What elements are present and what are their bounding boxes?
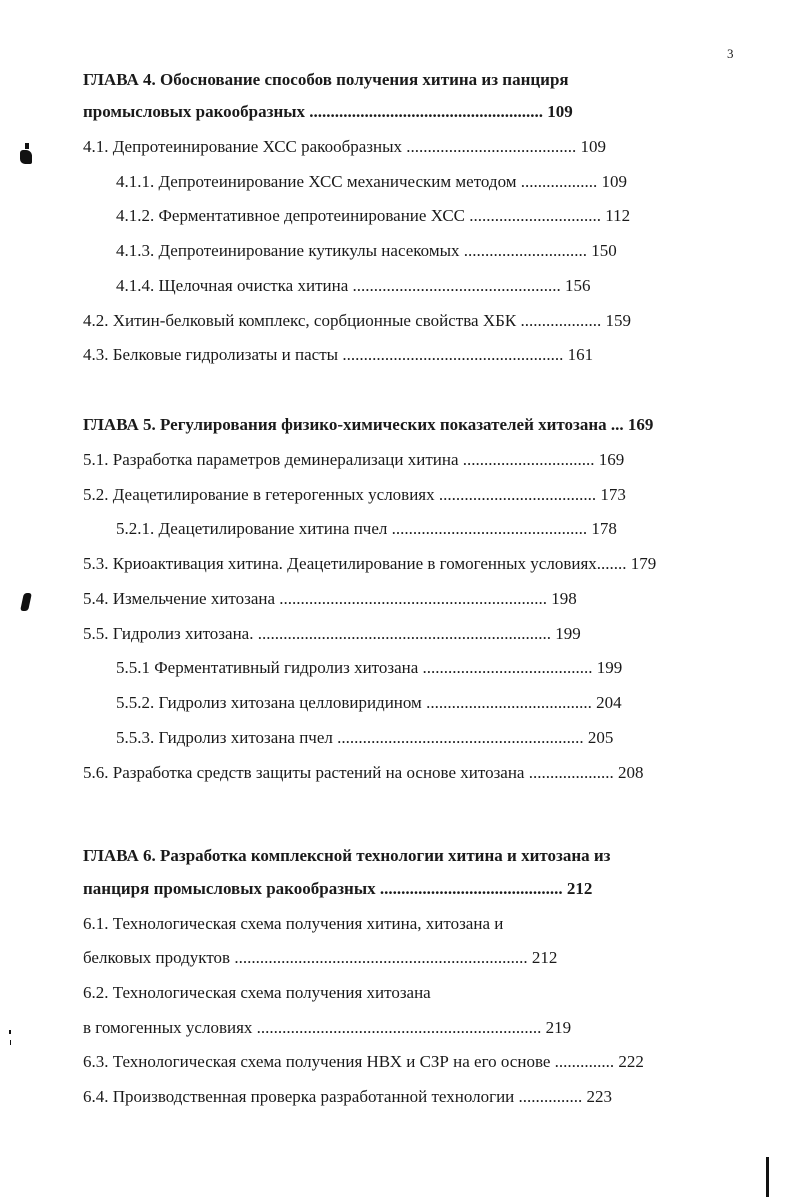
toc-line: 5.4. Измельчение хитозана ............................................................... 198: [83, 589, 577, 608]
scan-artifact: [20, 593, 32, 611]
toc-line: 5.2. Деацетилирование в гетерогенных условиях ..................................... 173: [83, 485, 626, 504]
toc-line: 6.3. Технологическая схема получения НВХ и СЗР на его основе .............. 222: [83, 1052, 644, 1071]
toc-line: 5.3. Криоактивация хитина. Деацетилирование в гомогенных условиях....... 179: [83, 554, 657, 573]
scan-artifact: [20, 150, 32, 164]
toc-line: 5.5.2. Гидролиз хитозана целловиридином ....................................... 204: [116, 693, 622, 712]
toc-line: 4.1.1. Депротеинирование ХСС механическим методом .................. 109: [116, 172, 628, 191]
toc-line: 4.1.4. Щелочная очистка хитина ................................................. 156: [116, 276, 591, 295]
toc-line: 6.4. Производственная проверка разработанной технологии ............... 223: [83, 1087, 613, 1106]
toc-line: панциря промысловых ракообразных ........................................... 212: [83, 879, 593, 898]
toc-line: ГЛАВА 5. Регулирования физико-химических показателей хитозана ... 169: [83, 415, 654, 434]
toc-line: ГЛАВА 6. Разработка комплексной технологии хитина и хитозана из: [83, 846, 611, 865]
toc-line: 4.2. Хитин-белковый комплекс, сорбционные свойства ХБК ................... 159: [83, 311, 631, 330]
page-number: 3: [727, 46, 734, 61]
toc-line: промысловых ракообразных ....................................................... 109: [83, 102, 573, 121]
toc-line: 5.1. Разработка параметров деминерализаци хитина ............................... 169: [83, 450, 625, 469]
toc-line: 4.1.2. Ферментативное депротеинирование ХСС ............................... 112: [116, 206, 631, 225]
scan-artifact: [9, 1030, 11, 1034]
toc-line: в гомогенных условиях ................................................................... 219: [83, 1018, 572, 1037]
scan-artifact: [25, 143, 29, 149]
toc-line: белковых продуктов ..................................................................... 212: [83, 948, 558, 967]
toc-line: 5.5.3. Гидролиз хитозана пчел .......................................................... 205: [116, 728, 614, 747]
toc-line: 4.3. Белковые гидролизаты и пасты .................................................... 161: [83, 345, 594, 364]
toc-line: ГЛАВА 4. Обоснование способов получения хитина из панциря: [83, 70, 569, 89]
toc-line: 6.1. Технологическая схема получения хитина, хитозана и: [83, 914, 504, 933]
toc-line: 4.1. Депротеинирование ХСС ракообразных ........................................ 109: [83, 137, 607, 156]
toc-line: 5.2.1. Деацетилирование хитина пчел .............................................. 178: [116, 519, 617, 538]
toc-line: 4.1.3. Депротеинирование кутикулы насекомых ............................. 150: [116, 241, 617, 260]
toc-line: 6.2. Технологическая схема получения хитозана: [83, 983, 431, 1002]
scan-artifact: [10, 1040, 11, 1045]
toc-line: 5.5.1 Ферментативный гидролиз хитозана ........................................ 199: [116, 658, 623, 677]
scan-artifact: [766, 1157, 769, 1197]
toc-line: 5.6. Разработка средств защиты растений на основе хитозана .................... 208: [83, 763, 644, 782]
toc-line: 5.5. Гидролиз хитозана. ..................................................................... 199: [83, 624, 581, 643]
